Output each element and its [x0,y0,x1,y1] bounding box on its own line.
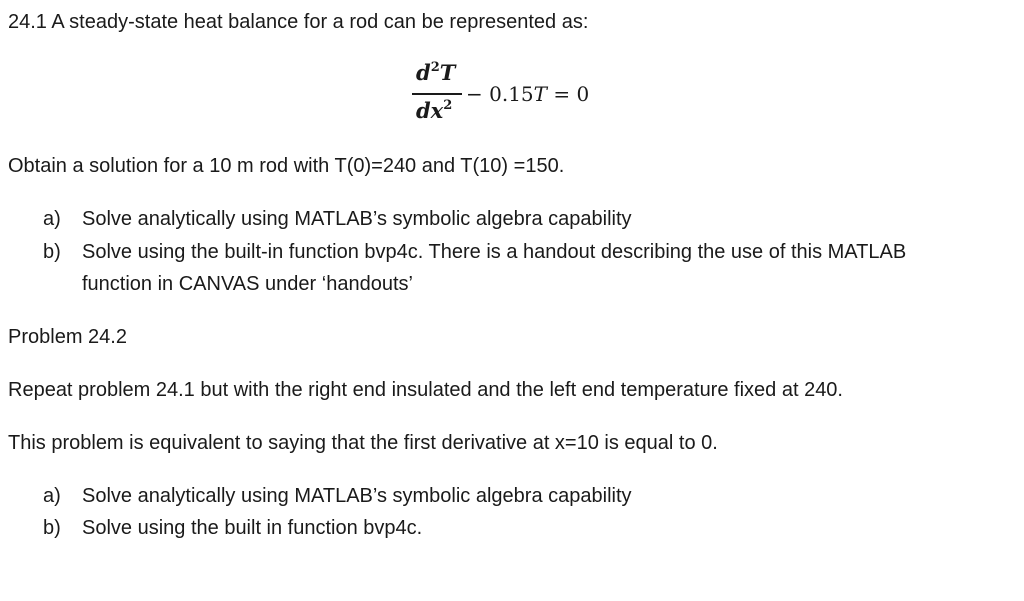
list-item-text: Solve using the built-in function bvp4c. There is a handout describing the use of this MATLAB [82,241,907,263]
problem-24-1-instruction: Obtain a solution for a 10 m rod with T(0)=240 and T(10) =150. [8,155,565,177]
list-item-text: Solve analytically using MATLAB’s symbolic algebra capability [82,208,632,230]
equation-denominator: $dx^2$ [416,98,453,123]
equation-remainder: − 0.15T = 0 [466,82,590,106]
equation-numerator: $d^2T$ [416,60,456,85]
problem-24-1-heading: 24.1 A steady-state heat balance for a rod can be represented as: [8,11,589,33]
list-item-text: Solve analytically using MATLAB’s symbolic algebra capability [82,485,632,507]
fraction-bar [412,93,462,95]
list-item [0,207,1024,231]
heat-balance-equation [412,58,612,130]
list-marker: b) [43,241,61,263]
list-item-text-continued: function in CANVAS under ‘handouts’ [82,273,413,295]
problem-24-2-paragraph-2: This problem is equivalent to saying that the first derivative at x=10 is equal to 0. [8,432,718,454]
problem-24-2-paragraph-1: Repeat problem 24.1 but with the right end insulated and the left end temperature fixed at 240. [8,379,843,401]
list-item [0,516,1024,540]
list-item [0,484,1024,508]
list-item [0,240,1024,296]
list-marker: a) [43,208,61,230]
list-marker: b) [43,517,61,539]
problem-24-2-heading: Problem 24.2 [8,326,127,348]
list-marker: a) [43,485,61,507]
list-item-text: Solve using the built in function bvp4c. [82,517,423,539]
